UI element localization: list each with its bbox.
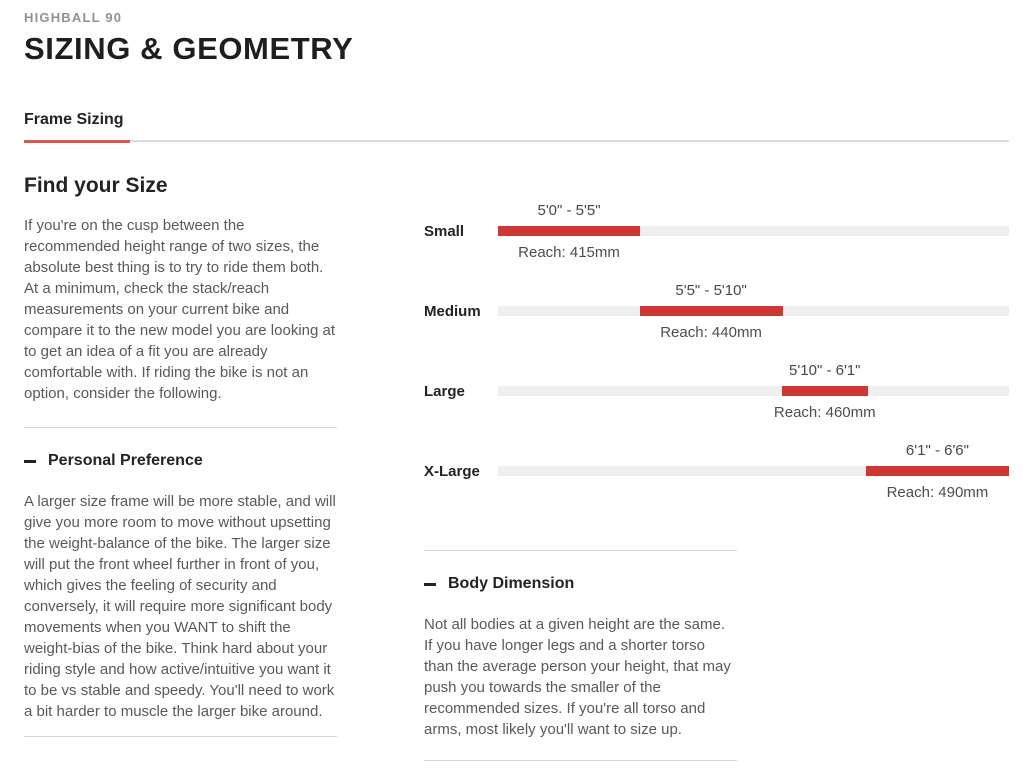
body-dimension-header[interactable] <box>424 575 737 593</box>
height-axis-track <box>498 202 1009 261</box>
tab-bar-divider <box>24 140 1009 142</box>
height-axis-track <box>498 362 1009 421</box>
intro-paragraph: If you're on the cusp between the recommended height range of two sizes, the absolute best thing is to try to ride them both. At a minimum, check the stack/reach measurements on your current bike and compare it to the new model you are looking at to get an idea of a fit you are already comfortable with. If riding the bike is not an option, consider the following. <box>24 217 336 402</box>
personal-preference-header[interactable] <box>24 452 337 470</box>
chart-row-medium <box>424 271 1009 351</box>
size-label: Large <box>424 382 465 400</box>
height-range-label: 5'10" - 6'1" <box>789 362 861 379</box>
size-label: Medium <box>424 302 481 320</box>
size-label: Small <box>424 222 465 240</box>
tab-bar <box>24 111 1009 142</box>
personal-preference-title: Personal Preference <box>48 452 203 469</box>
model-label: HIGHBALL 90 <box>24 10 123 25</box>
page-title: SIZING & GEOMETRY <box>24 31 354 66</box>
reach-label: Reach: 460mm <box>773 404 876 421</box>
reach-label: Reach: 440mm <box>660 324 762 341</box>
divider <box>424 760 737 761</box>
chart-row-small <box>424 191 1009 271</box>
divider <box>24 427 337 428</box>
reach-label: Reach: 415mm <box>518 244 620 261</box>
height-range-bar <box>498 202 640 261</box>
height-range-bar <box>640 282 783 341</box>
collapse-minus-icon <box>24 460 36 463</box>
height-axis-track <box>498 442 1009 501</box>
tab-frame-sizing[interactable]: Frame Sizing <box>24 111 124 128</box>
find-your-size-column <box>24 174 337 761</box>
size-label: X-Large <box>424 462 480 480</box>
size-chart-column <box>424 174 1009 761</box>
collapse-minus-icon <box>424 583 436 586</box>
content-columns <box>24 174 1009 761</box>
active-tab-underline <box>24 140 130 143</box>
reach-label: Reach: 490mm <box>886 484 989 501</box>
height-range-bar <box>866 442 1009 501</box>
chart-row-large <box>424 351 1009 431</box>
find-your-size-heading: Find your Size <box>24 174 168 197</box>
divider <box>424 550 737 551</box>
height-range-label: 6'1" - 6'6" <box>905 442 969 459</box>
body-dimension-paragraph: Not all bodies at a given height are the same. If you have longer legs and a shorter torso than the average person your height, that may push you towards the smaller of the recommended sizes. If you're all torso and arms, most likely you'll want to size up. <box>424 616 731 738</box>
divider <box>24 736 337 737</box>
personal-preference-paragraph: A larger size frame will be more stable, and will give you more room to move without upsetting the weight-balance of the bike. The larger size will put the front wheel further in front of you, which gives the feeling of security and conversely, it will require more significant body movements when you WANT to shift the weight-bias of the bike. Think hard about your riding style and how active/intuitive you want it to be vs stable and speedy. You'll need to work a bit harder to muscle the larger bike around. <box>24 493 336 720</box>
body-dimension-block <box>424 550 737 761</box>
height-range-bar <box>773 362 876 421</box>
chart-row-x-large <box>424 431 1009 511</box>
height-range-label: 5'0" - 5'5" <box>537 202 601 219</box>
size-chart <box>424 191 1009 511</box>
height-axis-track <box>498 282 1009 341</box>
body-dimension-title: Body Dimension <box>448 575 575 592</box>
height-range-label: 5'5" - 5'10" <box>675 282 747 299</box>
